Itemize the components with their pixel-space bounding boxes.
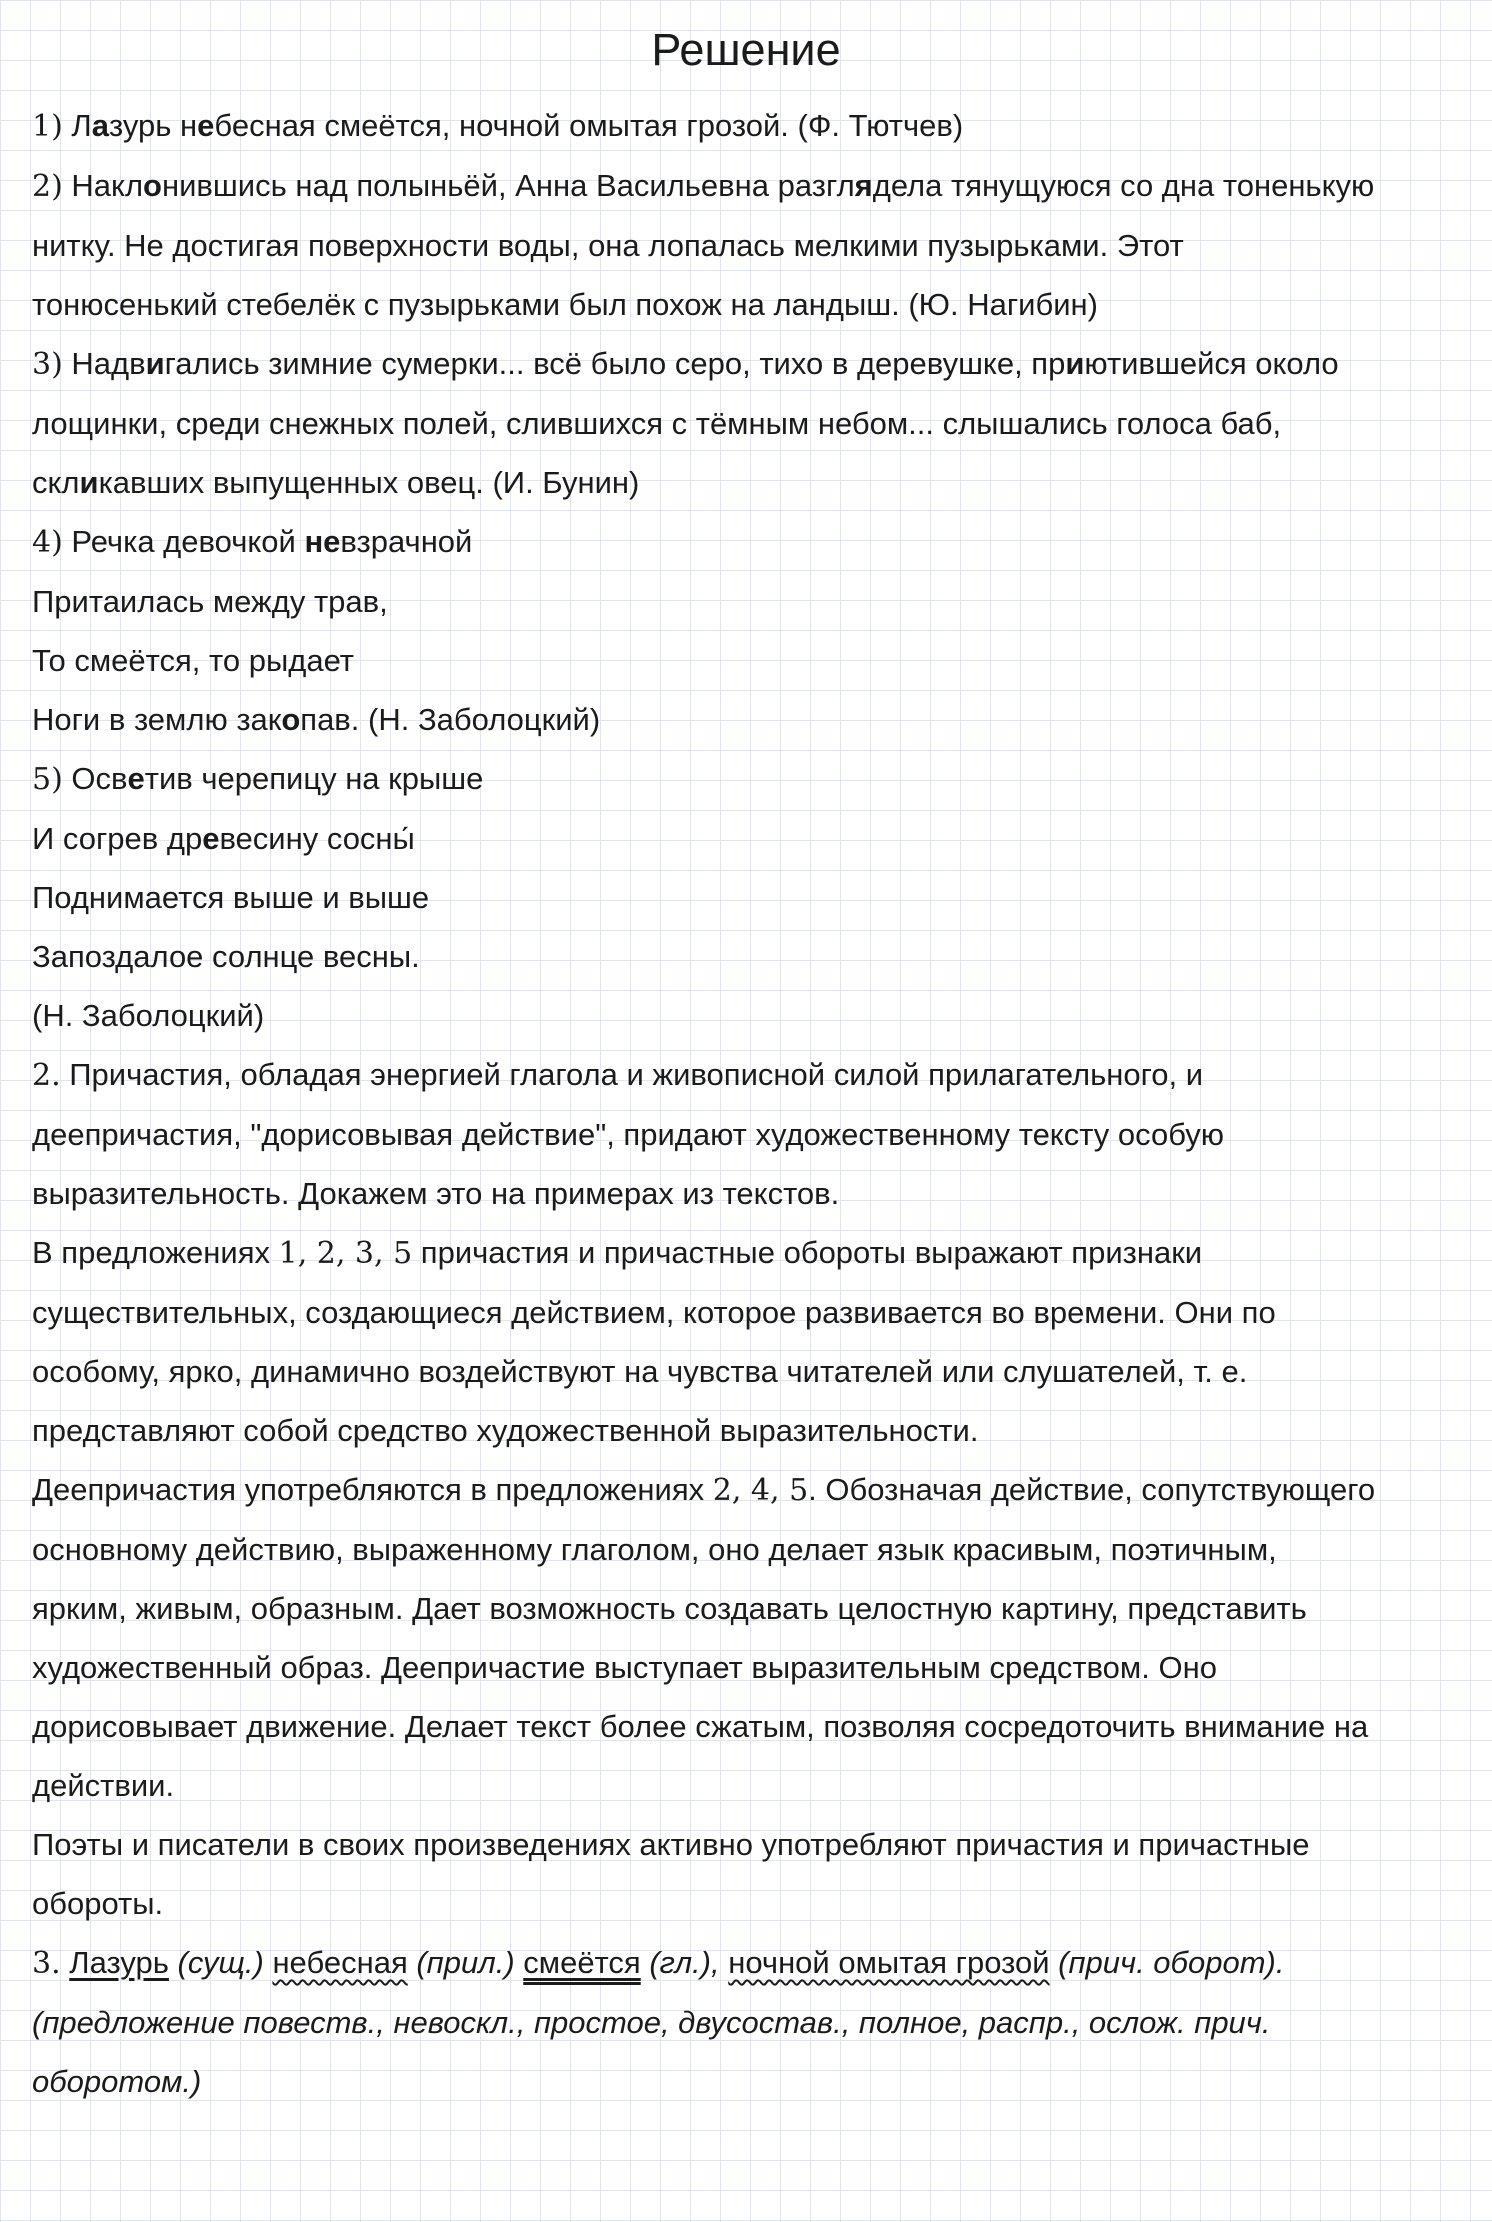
participles-paragraph: В предложениях 1, 2, 3, 5 причастия и причастные обороты выражают признаки bbox=[32, 1235, 1203, 1271]
sentence-2: 2) Наклонившись над полыньёй, Анна Васильевна разглядела тянущуюся со дна тоненькую bbox=[32, 168, 1375, 204]
item-number: 2) bbox=[32, 169, 63, 204]
text-line: тонюсенький стебелёк с пузырьками был похож на ландыш. (Ю. Нагибин) bbox=[32, 287, 1098, 322]
text-line: особому, ярко, динамично воздействуют на чувства читателей или слушателей, т. е. bbox=[32, 1354, 1248, 1389]
text-line: представляют собой средство художественной выразительности. bbox=[32, 1413, 979, 1448]
item-number: 1) bbox=[32, 109, 63, 144]
part-number: 3. bbox=[32, 1946, 61, 1981]
item-number: 3) bbox=[32, 347, 63, 382]
conclusion-paragraph: Поэты и писатели в своих произведениях активно употребляют причастия и причастные bbox=[32, 1827, 1310, 1862]
gerunds-paragraph: Деепричастия употребляются в предложениях 2, 4, 5. Обозначая действие, сопутствующего bbox=[32, 1472, 1376, 1508]
text-line: деепричастия, "дорисовывая действие", придают художественному тексту особую bbox=[32, 1117, 1225, 1152]
poem-author: (Н. Заболоцкий) bbox=[32, 998, 265, 1033]
stressed-vowel: е bbox=[197, 108, 215, 143]
sentence-numbers: 1, 2, 3, 5 bbox=[278, 1236, 413, 1271]
text-line: действии. bbox=[32, 1768, 175, 1803]
sentence-numbers: 2, 4, 5 bbox=[712, 1473, 809, 1508]
poem-line: Притаилась между трав, bbox=[32, 584, 388, 619]
text-line: скликавших выпущенных овец. (И. Бунин) bbox=[32, 465, 640, 500]
stressed-vowel: о bbox=[281, 702, 301, 737]
item-number: 5) bbox=[32, 762, 63, 797]
stressed-vowel: о bbox=[143, 168, 162, 203]
attribute-word: небесная bbox=[272, 1945, 408, 1980]
stressed-vowel: и bbox=[145, 346, 165, 381]
stressed-vowel: е bbox=[127, 761, 145, 796]
stressed-vowel: и bbox=[1065, 346, 1085, 381]
stressed-vowel: а bbox=[91, 108, 110, 143]
sentence-characteristic: оборотом.) bbox=[32, 2064, 202, 2099]
text-line: художественный образ. Деепричастие выступает выразительным средством. Оно bbox=[32, 1650, 1217, 1685]
highlighted-prefix: не bbox=[304, 524, 341, 559]
grammar-note: (гл.), bbox=[640, 1945, 729, 1980]
subject-word: Лазурь bbox=[69, 1945, 169, 1980]
participial-phrase: ночной омытая грозой bbox=[728, 1945, 1050, 1980]
text-line: основному действию, выраженному глаголом, оно делает язык красивым, поэтичным, bbox=[32, 1532, 1277, 1567]
sentence-1: 1) Лазурь небесная смеётся, ночной омытая грозой. (Ф. Тютчев) bbox=[32, 108, 964, 144]
sentence-4: 4) Речка девочкой невзрачной bbox=[32, 524, 473, 560]
grammar-note: (прич. оборот). bbox=[1049, 1945, 1285, 1980]
text-line: лощинки, среди снежных полей, слившихся с тёмным небом... слышались голоса баб, bbox=[32, 406, 1282, 441]
item-number: 4) bbox=[32, 525, 63, 560]
poem-line: Поднимается выше и выше bbox=[32, 880, 430, 915]
part-number: 2. bbox=[32, 1058, 61, 1093]
page-title: Решение bbox=[651, 24, 841, 75]
sentence-5: 5) Осветив черепицу на крыше bbox=[32, 761, 484, 797]
poem-line: Ноги в землю закопав. (Н. Заболоцкий) bbox=[32, 702, 601, 737]
text-line: нитку. Не достигая поверхности воды, она лопалась мелкими пузырьками. Этот bbox=[32, 228, 1184, 263]
stressed-vowel: я bbox=[854, 168, 873, 203]
stressed-vowel: и bbox=[79, 465, 99, 500]
part-2-intro: 2. Причастия, обладая энергией глагола и живописной силой прилагательного, и bbox=[32, 1057, 1204, 1093]
grammar-note: (сущ.) bbox=[168, 1945, 273, 1980]
predicate-word: смеётся bbox=[523, 1945, 641, 1980]
stressed-vowel: е bbox=[202, 821, 220, 856]
part-3-parsing bbox=[32, 1933, 1460, 1993]
text-line: выразительность. Докажем это на примерах из текстов. bbox=[32, 1176, 840, 1211]
poem-line: И согрев древесину сосны́ bbox=[32, 821, 415, 856]
sentence-3: 3) Надвигались зимние сумерки... всё было серо, тихо в деревушке, приютившейся около bbox=[32, 346, 1339, 382]
poem-line: Запоздалое солнце весны. bbox=[32, 939, 420, 974]
grammar-note: (прил.) bbox=[407, 1945, 524, 1980]
text-line: ярким, живым, образным. Дает возможность создавать целостную картину, представить bbox=[32, 1591, 1307, 1626]
text-line: дорисовывает движение. Делает текст более сжатым, позволяя сосредоточить внимание на bbox=[32, 1709, 1369, 1744]
text-line: существительных, создающиеся действием, которое развивается во времени. Они по bbox=[32, 1295, 1276, 1330]
sentence-characteristic: (предложение повеств., невоскл., простое, двусостав., полное, распр., ослож. прич. bbox=[32, 2005, 1271, 2040]
poem-line: То смеётся, то рыдает bbox=[32, 643, 354, 678]
text-line: обороты. bbox=[32, 1886, 164, 1921]
